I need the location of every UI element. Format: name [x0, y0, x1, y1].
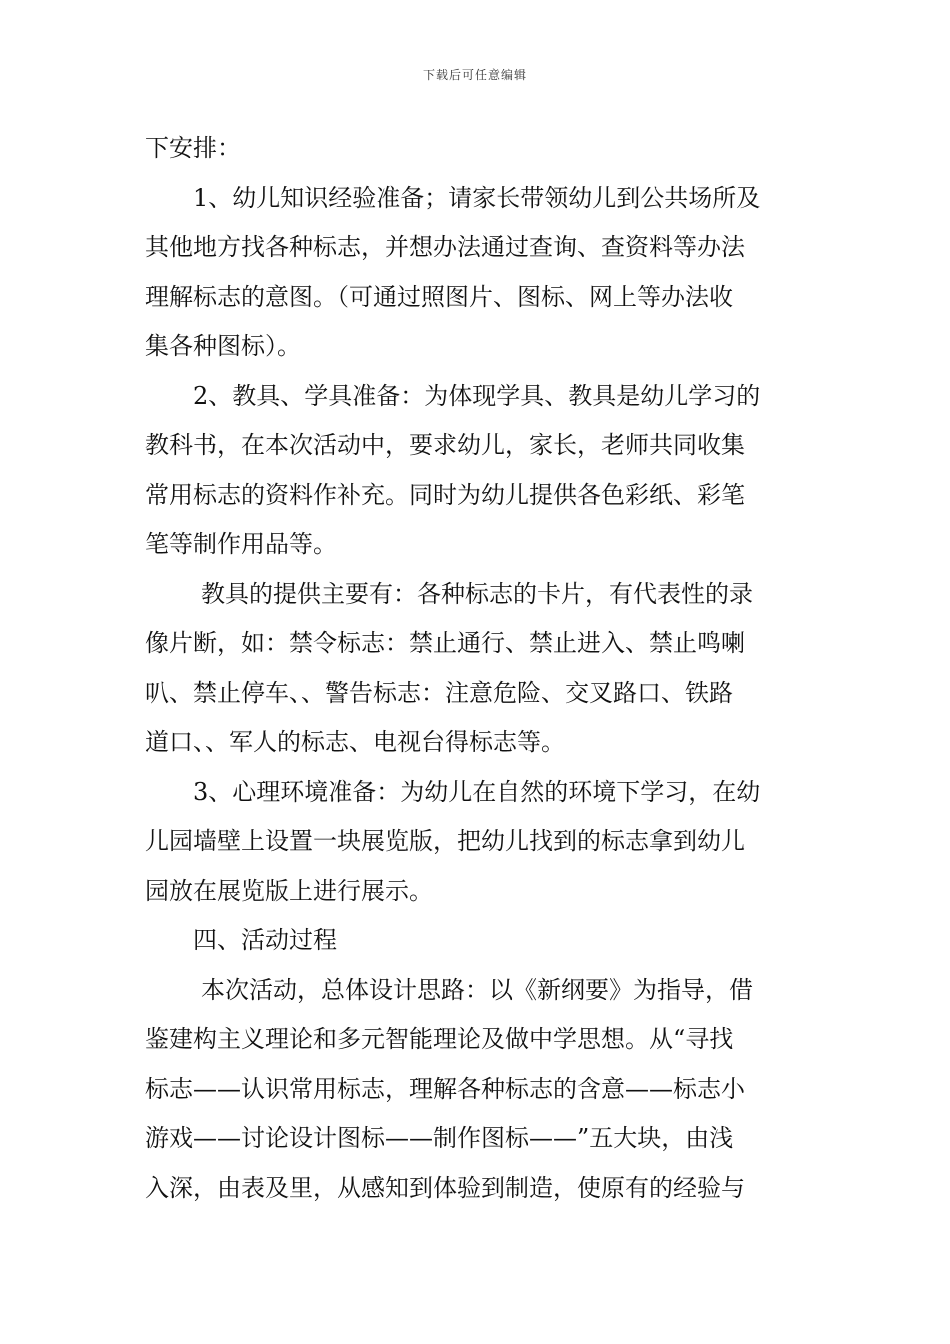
text-line: 园放在展览版上进行展示。	[145, 876, 433, 905]
text-line: 教具的提供主要有：各种标志的卡片，有代表性的录	[201, 579, 753, 608]
text-line: 常用标志的资料作补充。同时为幼儿提供各色彩纸、彩笔	[145, 480, 745, 509]
text-line: 像片断，如：禁令标志：禁止通行、禁止进入、禁止鸣喇	[145, 629, 745, 657]
text-line: 集各种图标）。	[145, 332, 301, 360]
text-line: 2、教具、学具准备：为体现学具、教具是幼儿学习的	[193, 381, 761, 410]
text-line: 入深，由表及里，从感知到体验到制造，使原有的经验与	[145, 1173, 745, 1202]
text-line: 1、幼儿知识经验准备；请家长带领幼儿到公共场所及	[193, 183, 761, 212]
section-heading: 四、活动过程	[193, 926, 337, 954]
text-line: 鉴建构主义理论和多元智能理论及做中学思想。从“寻找	[145, 1025, 734, 1053]
text-line: 标志——认识常用标志，理解各种标志的含意——标志小	[145, 1074, 745, 1103]
text-line: 本次活动，总体设计思路：以《新纲要》为指导，借	[201, 975, 753, 1004]
text-line: 3、心理环境准备：为幼儿在自然的环境下学习，在幼	[193, 777, 761, 806]
text-line: 教科书，在本次活动中，要求幼儿，家长，老师共同收集	[145, 431, 745, 459]
document-body	[145, 124, 810, 1213]
text-line: 儿园墙壁上设置一块展览版，把幼儿找到的标志拿到幼儿	[145, 827, 745, 855]
text-line: 笔等制作用品等。	[145, 530, 337, 558]
text-line: 游戏——讨论设计图标——制作图标——”五大块，由浅	[145, 1124, 734, 1152]
page-header: 下载后可任意编辑	[422, 68, 527, 82]
text-line: 叭、禁止停车、、警告标志：注意危险、交叉路口、铁路	[145, 678, 733, 707]
text-line: 其他地方找各种标志，并想办法通过查询、查资料等办法	[145, 233, 745, 261]
text-line: 理解标志的意图。（可通过照图片、图标、网上等办法收	[145, 282, 733, 311]
text-line: 下安排：	[145, 134, 241, 162]
text-line: 道口、、军人的标志、电视台得标志等。	[145, 728, 565, 756]
